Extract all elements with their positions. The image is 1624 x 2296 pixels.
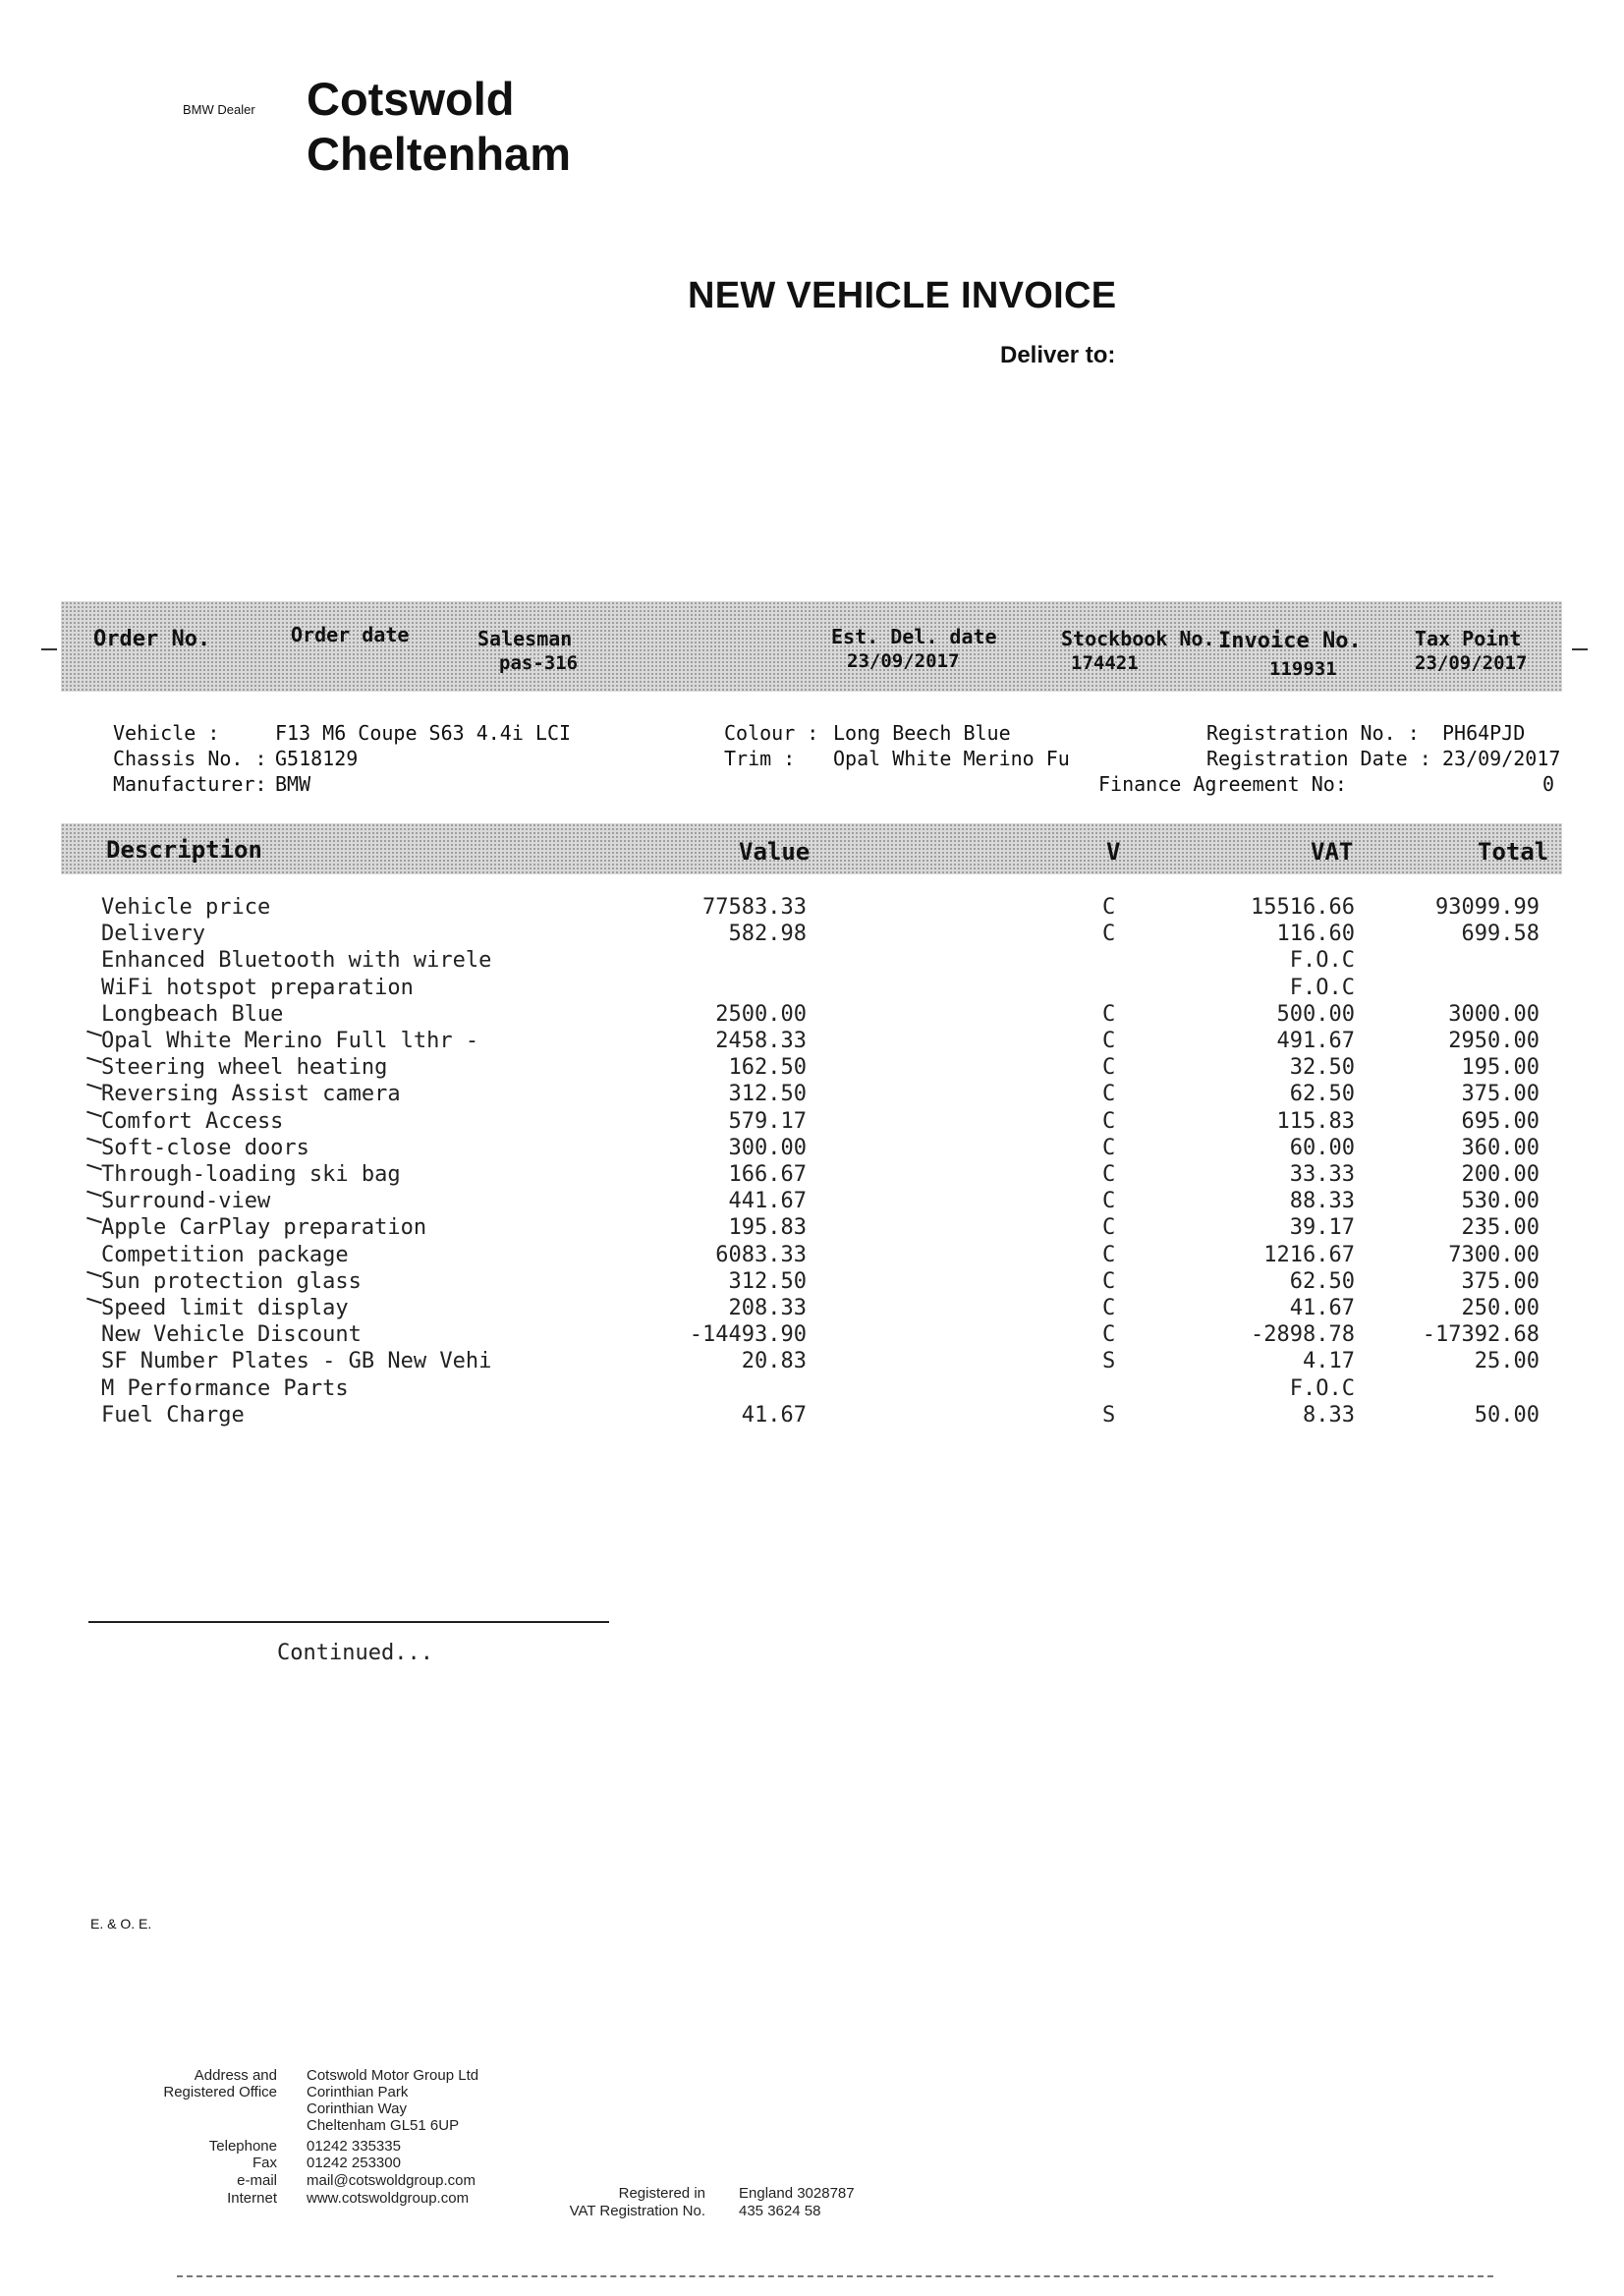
column-header-value: Value bbox=[739, 838, 811, 866]
trim-value: Opal White Merino Fu bbox=[833, 747, 1070, 770]
column-header-description: Description bbox=[106, 836, 262, 864]
handwritten-tick-mark bbox=[86, 1270, 102, 1277]
table-row bbox=[0, 1002, 1624, 1029]
line-item-total: 200.00 bbox=[1461, 1162, 1540, 1187]
line-item-vat-code: C bbox=[1102, 1189, 1116, 1214]
line-item-description: Fuel Charge bbox=[101, 1402, 245, 1428]
line-item-vat: 8.33 bbox=[1303, 1402, 1355, 1428]
footer-address-block bbox=[307, 2067, 478, 2134]
line-item-total: 25.00 bbox=[1474, 1349, 1540, 1374]
line-item-total: 375.00 bbox=[1461, 1268, 1540, 1294]
dealer-name-line2: Cheltenham bbox=[307, 128, 571, 180]
table-row bbox=[0, 895, 1624, 922]
line-item-vat-code: C bbox=[1102, 1268, 1116, 1294]
table-row bbox=[0, 948, 1624, 975]
line-item-value: 41.67 bbox=[741, 1402, 807, 1428]
table-row bbox=[0, 1349, 1624, 1375]
table-row bbox=[0, 1296, 1624, 1322]
footer-address-line: Corinthian Way bbox=[307, 2100, 407, 2117]
finance-agreement-value: 0 bbox=[1542, 772, 1555, 796]
line-item-vat-code: C bbox=[1102, 922, 1116, 947]
footer-email-label: e-mail bbox=[237, 2172, 277, 2189]
handwritten-tick-mark bbox=[86, 1084, 102, 1091]
eoe-note: E. & O. E. bbox=[90, 1916, 152, 1932]
line-item-vat: F.O.C bbox=[1289, 948, 1355, 974]
line-item-description: Soft-close doors bbox=[101, 1135, 309, 1160]
registration-no-label: Registration No. : bbox=[1206, 721, 1420, 745]
handwritten-tick-mark bbox=[86, 1191, 102, 1198]
line-item-vat-code: C bbox=[1102, 1082, 1116, 1107]
table-row bbox=[0, 1269, 1624, 1296]
line-item-description: Steering wheel heating bbox=[101, 1055, 388, 1081]
line-item-vat: 115.83 bbox=[1276, 1108, 1355, 1134]
handwritten-tick-mark bbox=[86, 1164, 102, 1171]
continuation-rule bbox=[88, 1621, 609, 1623]
line-item-description: SF Number Plates - GB New Vehi bbox=[101, 1349, 492, 1374]
line-item-vat-code: C bbox=[1102, 1296, 1116, 1320]
line-item-description: Apple CarPlay preparation bbox=[101, 1215, 427, 1241]
footer-registered-value: England 3028787 bbox=[739, 2185, 855, 2202]
line-item-vat-code: C bbox=[1102, 1029, 1116, 1053]
table-row bbox=[0, 922, 1624, 948]
line-item-vat: 33.33 bbox=[1289, 1162, 1355, 1187]
line-item-vat: 116.60 bbox=[1276, 922, 1355, 947]
invoice-no-value: 119931 bbox=[1269, 658, 1337, 680]
est-del-value: 23/09/2017 bbox=[847, 650, 960, 672]
line-item-total: -17392.68 bbox=[1422, 1322, 1540, 1348]
handwritten-tick-mark bbox=[86, 1217, 102, 1224]
footer-telephone-value: 01242 335335 bbox=[307, 2138, 401, 2155]
deliver-to-label: Deliver to: bbox=[1000, 342, 1116, 368]
footer-fax-label: Fax bbox=[252, 2155, 277, 2171]
footer-fax-value: 01242 253300 bbox=[307, 2155, 401, 2171]
salesman-label: Salesman bbox=[477, 627, 573, 650]
line-item-description: WiFi hotspot preparation bbox=[101, 975, 414, 1000]
line-item-vat-code: C bbox=[1102, 1322, 1116, 1348]
line-item-description: M Performance Parts bbox=[101, 1375, 349, 1401]
line-item-value: 195.83 bbox=[728, 1215, 807, 1241]
line-item-total: 530.00 bbox=[1461, 1189, 1540, 1214]
line-item-description: Sun protection glass bbox=[101, 1268, 362, 1294]
line-item-total: 93099.99 bbox=[1435, 895, 1540, 920]
line-item-value: 208.33 bbox=[728, 1296, 807, 1320]
column-header-vat: VAT bbox=[1311, 838, 1354, 866]
line-item-vat-code: C bbox=[1102, 1001, 1116, 1027]
colour-value: Long Beech Blue bbox=[833, 721, 1011, 745]
line-item-vat: 62.50 bbox=[1289, 1268, 1355, 1294]
footer-telephone-label: Telephone bbox=[208, 2138, 277, 2155]
order-no-label: Order No. bbox=[93, 627, 211, 651]
line-item-vat-code: S bbox=[1102, 1402, 1116, 1428]
handwritten-tick-mark bbox=[86, 1298, 102, 1305]
table-row bbox=[0, 1162, 1624, 1189]
line-item-vat: 60.00 bbox=[1289, 1135, 1355, 1160]
tax-point-value: 23/09/2017 bbox=[1415, 652, 1528, 674]
table-row bbox=[0, 1109, 1624, 1136]
line-item-total: 360.00 bbox=[1461, 1135, 1540, 1160]
line-item-value: 2500.00 bbox=[715, 1001, 807, 1027]
est-del-label: Est. Del. date bbox=[831, 625, 997, 648]
line-item-vat: 41.67 bbox=[1289, 1296, 1355, 1320]
document-title: NEW VEHICLE INVOICE bbox=[688, 275, 1117, 316]
line-item-value: 162.50 bbox=[728, 1055, 807, 1081]
line-item-total: 375.00 bbox=[1461, 1082, 1540, 1107]
footer-registered-label: Registered in bbox=[618, 2185, 705, 2202]
handwritten-tick-mark bbox=[86, 1137, 102, 1144]
line-item-value: 77583.33 bbox=[702, 895, 807, 920]
line-item-description: Surround-view bbox=[101, 1189, 271, 1214]
table-row bbox=[0, 1189, 1624, 1215]
footer-address-label: Address and Registered Office bbox=[163, 2067, 277, 2100]
line-item-total: 2950.00 bbox=[1448, 1029, 1540, 1053]
line-item-vat: 88.33 bbox=[1289, 1189, 1355, 1214]
table-row bbox=[0, 1243, 1624, 1269]
line-item-value: -14493.90 bbox=[689, 1322, 807, 1348]
line-item-vat: F.O.C bbox=[1289, 1375, 1355, 1401]
line-item-vat-code: C bbox=[1102, 1055, 1116, 1081]
line-item-value: 20.83 bbox=[741, 1349, 807, 1374]
footer-address-line: Cotswold Motor Group Ltd bbox=[307, 2067, 479, 2084]
vehicle-label: Vehicle : bbox=[113, 721, 220, 745]
line-item-value: 582.98 bbox=[728, 922, 807, 947]
manufacturer-label: Manufacturer: bbox=[113, 772, 267, 796]
line-item-description: Speed limit display bbox=[101, 1296, 349, 1320]
salesman-value: pas-316 bbox=[499, 652, 579, 674]
column-header-total: Total bbox=[1478, 838, 1549, 866]
line-item-description: Longbeach Blue bbox=[101, 1001, 284, 1027]
line-item-vat: 39.17 bbox=[1289, 1215, 1355, 1241]
line-item-description: Reversing Assist camera bbox=[101, 1082, 401, 1107]
order-date-label: Order date bbox=[291, 623, 410, 646]
chassis-label: Chassis No. : bbox=[113, 747, 267, 770]
table-row bbox=[0, 1215, 1624, 1242]
registration-date-label: Registration Date : bbox=[1206, 747, 1431, 770]
line-item-value: 579.17 bbox=[728, 1108, 807, 1134]
line-item-vat-code: C bbox=[1102, 1215, 1116, 1241]
margin-dash-left bbox=[41, 648, 57, 650]
handwritten-tick-mark bbox=[86, 1057, 102, 1064]
line-item-vat: -2898.78 bbox=[1251, 1322, 1355, 1348]
line-item-description: Competition package bbox=[101, 1242, 349, 1267]
line-item-value: 6083.33 bbox=[715, 1242, 807, 1267]
line-item-vat-code: C bbox=[1102, 1162, 1116, 1187]
line-item-total: 250.00 bbox=[1461, 1296, 1540, 1320]
line-item-value: 2458.33 bbox=[715, 1029, 807, 1053]
manufacturer-value: BMW bbox=[275, 772, 311, 796]
line-item-vat-code: C bbox=[1102, 895, 1116, 920]
line-item-vat: F.O.C bbox=[1289, 975, 1355, 1000]
handwritten-tick-mark bbox=[86, 1110, 102, 1117]
continued-note: Continued... bbox=[277, 1641, 433, 1665]
line-item-description: Enhanced Bluetooth with wirele bbox=[101, 948, 492, 974]
table-row bbox=[0, 1403, 1624, 1429]
line-item-vat: 32.50 bbox=[1289, 1055, 1355, 1081]
line-item-total: 50.00 bbox=[1474, 1402, 1540, 1428]
line-item-total: 3000.00 bbox=[1448, 1001, 1540, 1027]
line-item-total: 699.58 bbox=[1461, 922, 1540, 947]
stockbook-value: 174421 bbox=[1071, 652, 1139, 674]
footer-address-line: Corinthian Park bbox=[307, 2084, 409, 2100]
colour-label: Colour : bbox=[724, 721, 819, 745]
footer-email-value: mail@cotswoldgroup.com bbox=[307, 2172, 476, 2189]
table-row bbox=[0, 1055, 1624, 1082]
line-item-description: Vehicle price bbox=[101, 895, 271, 920]
table-row bbox=[0, 1029, 1624, 1055]
table-row bbox=[0, 1082, 1624, 1108]
line-item-total: 7300.00 bbox=[1448, 1242, 1540, 1267]
line-item-total: 235.00 bbox=[1461, 1215, 1540, 1241]
dealer-tag: BMW Dealer bbox=[183, 102, 255, 117]
line-item-value: 312.50 bbox=[728, 1268, 807, 1294]
footer-vat-label: VAT Registration No. bbox=[569, 2203, 705, 2219]
line-item-value: 300.00 bbox=[728, 1135, 807, 1160]
line-item-description: Through-loading ski bag bbox=[101, 1162, 401, 1187]
dealer-name-line1: Cotswold bbox=[307, 73, 515, 125]
table-row bbox=[0, 1136, 1624, 1162]
line-item-vat: 4.17 bbox=[1303, 1349, 1355, 1374]
footer-internet-value: www.cotswoldgroup.com bbox=[307, 2190, 470, 2207]
line-item-vat-code: C bbox=[1102, 1135, 1116, 1160]
stockbook-label: Stockbook No. bbox=[1061, 627, 1215, 650]
line-item-description: Delivery bbox=[101, 922, 205, 947]
registration-no-value: PH64PJD bbox=[1442, 721, 1526, 745]
bottom-rule bbox=[177, 2275, 1493, 2278]
line-item-vat-code: C bbox=[1102, 1242, 1116, 1267]
line-item-description: Opal White Merino Full lthr - bbox=[101, 1029, 479, 1053]
footer-internet-label: Internet bbox=[227, 2190, 277, 2207]
registration-date-value: 23/09/2017 bbox=[1442, 747, 1561, 770]
vehicle-value: F13 M6 Coupe S63 4.4i LCI bbox=[275, 721, 572, 745]
line-item-value: 166.67 bbox=[728, 1162, 807, 1187]
footer-address-line: Cheltenham GL51 6UP bbox=[307, 2117, 460, 2134]
line-item-vat-code: C bbox=[1102, 1108, 1116, 1134]
handwritten-tick-mark bbox=[86, 1031, 102, 1037]
table-row bbox=[0, 1322, 1624, 1349]
column-header-v: V bbox=[1106, 838, 1121, 866]
footer-vat-value: 435 3624 58 bbox=[739, 2203, 821, 2219]
table-row bbox=[0, 976, 1624, 1002]
line-item-vat: 1216.67 bbox=[1263, 1242, 1355, 1267]
line-item-vat: 491.67 bbox=[1276, 1029, 1355, 1053]
finance-agreement-label: Finance Agreement No: bbox=[1098, 772, 1347, 796]
line-item-description: New Vehicle Discount bbox=[101, 1322, 362, 1348]
line-item-total: 195.00 bbox=[1461, 1055, 1540, 1081]
line-item-vat: 500.00 bbox=[1276, 1001, 1355, 1027]
line-item-value: 312.50 bbox=[728, 1082, 807, 1107]
line-item-value: 441.67 bbox=[728, 1189, 807, 1214]
invoice-no-label: Invoice No. bbox=[1218, 629, 1362, 653]
line-item-vat: 62.50 bbox=[1289, 1082, 1355, 1107]
line-item-description: Comfort Access bbox=[101, 1108, 284, 1134]
table-row bbox=[0, 1376, 1624, 1403]
trim-label: Trim : bbox=[724, 747, 796, 770]
tax-point-label: Tax Point bbox=[1415, 627, 1522, 650]
line-item-vat-code: S bbox=[1102, 1349, 1116, 1374]
line-item-vat: 15516.66 bbox=[1251, 895, 1355, 920]
chassis-value: G518129 bbox=[275, 747, 359, 770]
margin-dash-right bbox=[1572, 648, 1588, 650]
line-item-total: 695.00 bbox=[1461, 1108, 1540, 1134]
